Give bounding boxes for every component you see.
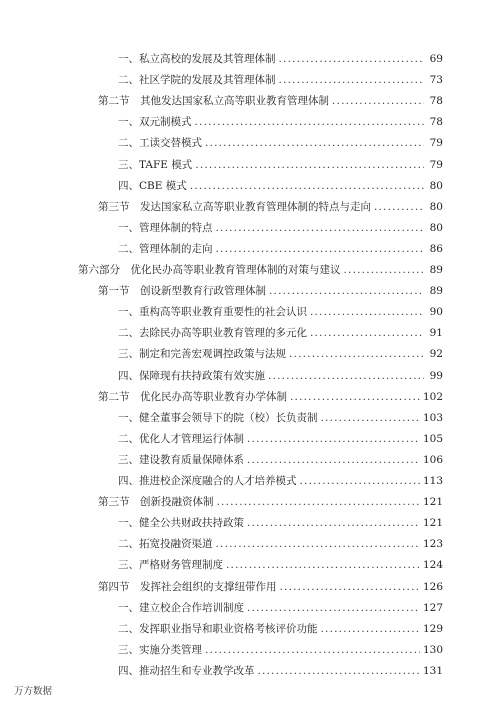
toc-entry [118,558,443,572]
toc-entry-page: 105 [422,432,443,445]
toc-entry-label: 一、双元制模式 [118,116,192,129]
toc-entry-page: 106 [422,453,443,466]
toc-entry-page: 126 [422,580,443,593]
toc-entry-label: 第二节 优化民办高等职业教育办学体制 [98,390,287,403]
toc-section-heading [98,580,443,594]
toc-entry-label: 第二节 其他发达国家私立高等职业教育管理体制 [98,95,329,108]
toc-entry-page: 123 [422,538,443,551]
toc-entry-label: 二、管理体制的走向 [118,242,213,255]
dot-leader [247,516,420,530]
toc-entry-page: 89 [429,285,443,298]
toc-entry [118,411,443,425]
toc-entry-label: 二、优化人才管理运行体制 [118,432,244,445]
toc-entry-page: 91 [429,327,443,340]
toc-entry-page: 78 [429,95,443,108]
toc-entry-page: 121 [422,496,443,509]
dot-leader [332,94,424,108]
toc-entry-page: 92 [429,348,443,361]
toc-entry [118,73,443,87]
toc-entry [118,622,443,636]
watermark-text: 万方数据 [14,686,53,697]
dot-leader [216,537,420,551]
dot-leader [321,411,420,425]
dot-leader [321,622,420,636]
toc-entry-page: 80 [429,179,443,192]
toc-entry-page: 99 [429,369,443,382]
toc-entry-page: 79 [429,158,443,171]
toc-entry-page: 127 [422,601,443,614]
toc-entry [118,537,443,551]
toc-entry-page: 103 [422,411,443,424]
toc-entry [118,347,443,361]
toc-entry-label: 一、建立校企合作培训制度 [118,601,244,614]
toc-entry-label: 二、工读交替模式 [118,137,202,150]
toc-entry-page: 86 [429,242,443,255]
dot-leader [226,558,420,572]
dot-leader [290,390,420,404]
toc-entry-page: 80 [429,200,443,213]
dot-leader [217,495,420,509]
toc-entry-page: 73 [429,74,443,87]
dot-leader [247,453,420,467]
toc-section-heading [98,94,443,108]
dot-leader [247,601,420,615]
toc-entry-label: 一、私立高校的发展及其管理体制 [118,53,276,65]
dot-leader [216,221,425,235]
toc-entry [118,179,443,193]
dot-leader [195,158,424,172]
toc-entry [118,516,443,530]
dot-leader [247,432,420,446]
toc-entry-page: 124 [422,559,443,572]
toc-entry-page: 79 [429,137,443,150]
toc-entry-label: 二、发挥职业指导和职业资格考核评价功能 [118,622,318,635]
toc-section-heading [98,495,443,509]
toc-entry-label: 三、实施分类管理 [118,643,202,656]
dot-leader [289,347,424,361]
toc-entry-label: 一、健全董事会领导下的院（校）长负责制 [118,411,318,424]
toc-entry [118,158,443,172]
toc-section-heading [98,284,443,298]
dot-leader [280,580,420,594]
toc-entry-label: 一、管理体制的特点 [118,221,213,234]
toc-entry-page: 89 [429,264,443,276]
toc-entry-label: 第三节 发达国家私立高等职业教育管理体制的特点与走向 [98,200,371,213]
toc-entry-label: 四、保障现有扶持政策有效实施 [118,369,265,382]
toc-part-heading [78,263,443,277]
toc-entry [118,221,443,235]
toc-entry-page: 80 [429,221,443,234]
toc-entry-label: 第三节 创新投融资体制 [98,496,214,509]
dot-leader [300,474,420,488]
dot-leader [190,179,424,193]
dot-leader [268,369,424,383]
toc-entry-label: 二、社区学院的发展及其管理体制 [118,74,276,87]
toc-entry-page: 130 [422,643,443,656]
toc-entry [118,643,443,657]
toc-entry-label: 三、建设教育质量保障体系 [118,453,244,466]
toc-entry [118,601,443,615]
toc-entry-page: 78 [429,116,443,129]
toc-entry-label: 一、健全公共财政扶持政策 [118,517,244,530]
toc-entry-label: 三、TAFE 模式 [118,158,193,171]
toc-entry [118,432,443,446]
toc-entry-label: 一、重构高等职业教育重要性的社会认识 [118,306,307,319]
dot-leader [216,242,425,256]
toc-entry [118,664,443,678]
toc-entry-page: 121 [422,517,443,530]
dot-leader [205,643,420,657]
toc-entry-label: 二、去除民办高等职业教育管理的多元化 [118,327,307,340]
toc-entry-label: 二、拓宽投融资渠道 [118,538,213,551]
toc-entry [118,136,443,150]
dot-leader [258,664,420,678]
toc-entry-label: 三、制定和完善宏观调控政策与法规 [118,348,286,361]
toc-entry [118,242,443,256]
dot-leader [195,115,425,129]
toc-entry [118,305,443,319]
toc-entry-page: 90 [429,306,443,319]
toc-section-heading [98,390,443,404]
dot-leader [310,305,424,319]
toc-entry-label: 三、严格财务管理制度 [118,559,223,572]
dot-leader [279,73,425,87]
toc-entry [118,52,443,66]
dot-leader [310,326,424,340]
dot-leader [374,200,424,214]
toc-entry-page: 102 [422,390,443,403]
dot-leader [344,263,425,277]
dot-leader [269,284,424,298]
toc-section-heading [98,200,443,214]
toc-entry [118,474,443,488]
toc-entry-page: 69 [429,53,443,65]
toc-entry-label: 第一节 创设新型教育行政管理体制 [98,285,266,298]
dot-leader [205,136,424,150]
toc-entry-label: 四、CBE 模式 [118,179,187,192]
toc-entry [118,453,443,467]
toc-entry-page: 129 [422,622,443,635]
toc-entry-page: 131 [422,664,443,677]
dot-leader [279,52,425,66]
toc-entry-label: 第六部分 优化民办高等职业教育管理体制的对策与建议 [78,264,341,276]
toc-entry [118,115,443,129]
toc-entry-label: 四、推进校企深度融合的人才培养模式 [118,475,297,487]
toc-entry [118,326,443,340]
toc-entry [118,369,443,383]
toc-entry-page: 113 [422,475,443,487]
toc-entry-label: 第四节 发挥社会组织的支撑纽带作用 [98,580,277,593]
toc-entry-label: 四、推动招生和专业教学改革 [118,664,255,677]
